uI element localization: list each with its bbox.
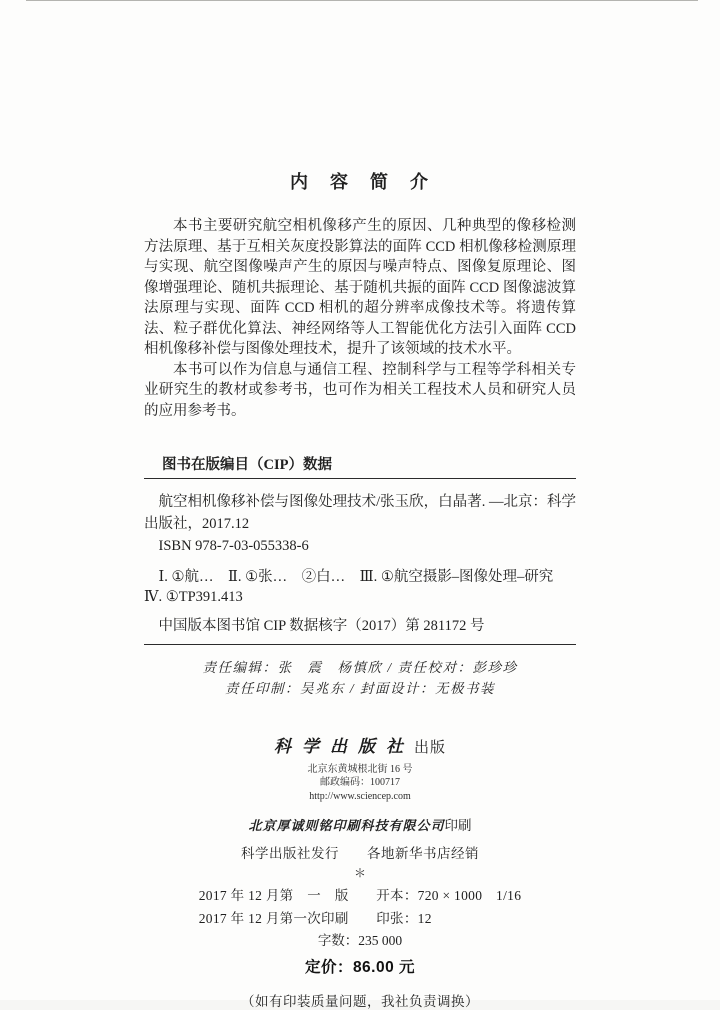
asterisk-separator: ＊	[144, 866, 576, 880]
printer-company-name: 北京厚诚则铭印刷科技有限公司	[248, 818, 444, 833]
distribution-line: 科学出版社发行 各地新华书店经销	[144, 842, 576, 862]
quality-exchange-note: （如有印装质量问题，我社负责调换）	[144, 990, 576, 1010]
price-label: 定价：86.00 元	[144, 955, 576, 977]
publisher-postcode: 邮政编码：100717	[144, 776, 576, 790]
publisher-block	[144, 732, 576, 1010]
cip-classification-line2: Ⅳ. ①TP391.413	[144, 587, 576, 607]
publisher-logo-text: 科学出版社	[274, 737, 414, 756]
summary-paragraph-1: 本书主要研究航空相机像移产生的原因、几种典型的像移检测方法原理、基于互相关灰度投影算法的面阵 CCD 相机像移检测原理与实现、航空图像噪声产生的原因与噪声特点、图像复原理论、图像增强理论、随机共振理论、基于随机共振的面阵 CCD 图像滤波算法原理与实现、面阵 CCD 相机的超分辨率成像技术等。将遗传算法、粒子群优化算法、神经网络等人工智能优化方法引入面阵 CCD 相机像移补偿与图像处理技术，提升了该领域的技术水平。	[144, 216, 576, 360]
edition-line-2: 2017 年 12 月第一次印刷 印张：12	[199, 908, 522, 931]
cip-classification-line1: Ⅰ. ①航… Ⅱ. ①张… ②白… Ⅲ. ①航空摄影–图像处理–研究	[144, 567, 576, 587]
printer-line	[144, 814, 576, 835]
cip-heading-rule	[144, 478, 576, 479]
credits-editors-line: 责任编辑：张 震 杨慎欣 / 责任校对：彭珍珍	[144, 657, 576, 679]
cip-section-heading: 图书在版编目（CIP）数据	[162, 457, 576, 474]
edition-lines	[199, 885, 522, 930]
cip-bottom-rule	[144, 644, 576, 645]
publisher-website: http://www.sciencep.com	[144, 790, 576, 804]
page-content	[144, 0, 576, 1010]
cip-catalog-entry: 航空相机像移补偿与图像处理技术/张玉欣，白晶著. —北京：科学出版社，2017.12	[144, 492, 576, 535]
summary-paragraph-2: 本书可以作为信息与通信工程、控制科学与工程等学科相关专业研究生的教材或参考书，也可作为相关工程技术人员和研究人员的应用参考书。	[144, 360, 576, 422]
publisher-name-line	[144, 732, 576, 757]
publisher-address-block	[144, 763, 576, 804]
content-summary-title: 内 容 简 介	[144, 172, 576, 192]
staff-credits	[144, 657, 576, 700]
publisher-role-label: 出版	[414, 740, 446, 756]
cip-classification	[144, 567, 576, 607]
credits-print-design-line: 责任印制：吴兆东 / 封面设计：无极书装	[144, 678, 576, 700]
printer-role-label: 印刷	[445, 818, 472, 833]
word-count: 字数：235 000	[144, 930, 576, 952]
edition-info-block	[144, 885, 576, 1010]
isbn-number: ISBN 978-7-03-055338-6	[144, 536, 576, 558]
scan-edge-artifact	[26, 0, 698, 1]
cip-record-number: 中国版本图书馆 CIP 数据核字（2017）第 281172 号	[144, 616, 576, 636]
publisher-street-address: 北京东黄城根北街 16 号	[144, 763, 576, 777]
edition-line-1: 2017 年 12 月第 一 版 开本：720 × 1000 1/16	[199, 885, 522, 908]
